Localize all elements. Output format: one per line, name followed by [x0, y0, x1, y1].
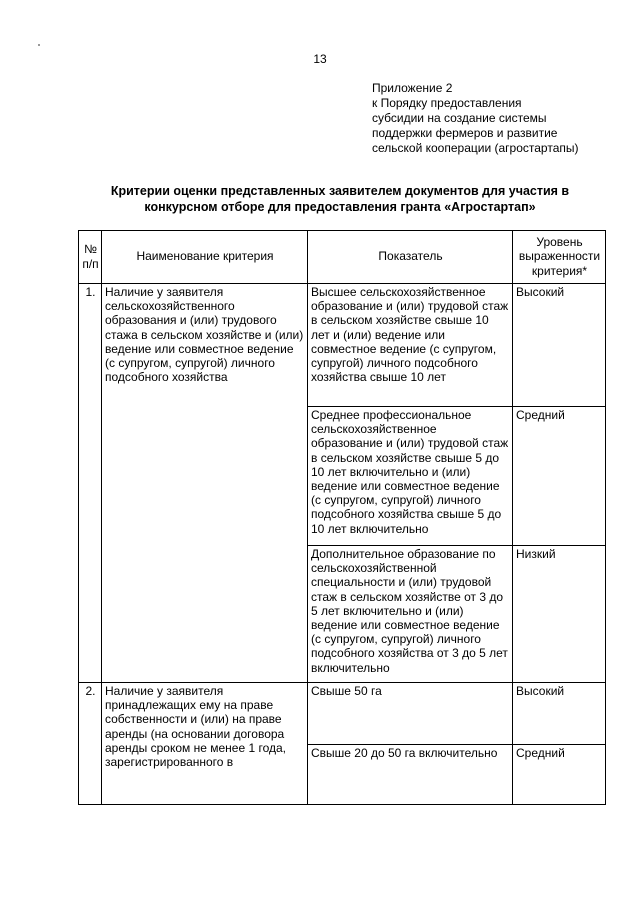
indicator-cell: Среднее профессиональное сельскохозяйственное образование и (или) трудовой стаж в сельском хозяйстве свыше 5 до 10 лет включительно и (или) ведение или совместное ведение (с супругом, супругой) личного подсобного хозяйства свыше 5 до 10 лет включительно — [308, 407, 513, 546]
header-indicator: Показатель — [308, 231, 513, 284]
table-row — [79, 284, 606, 407]
indicator-cell: Свыше 50 га — [308, 683, 513, 745]
appendix-line: Приложение 2 — [372, 81, 453, 95]
row-number: 2. — [79, 683, 102, 805]
level-cell: Низкий — [513, 546, 606, 683]
page-number: 13 — [313, 52, 327, 66]
header-level: Уровень выраженности критерия* — [513, 231, 606, 284]
table-row — [79, 683, 606, 745]
appendix-line: субсидии на создание системы — [372, 111, 547, 125]
level-cell: Средний — [513, 407, 606, 546]
indicator-cell: Дополнительное образование по сельскохозяйственной специальности и (или) трудовой стаж в сельском хозяйстве от 3 до 5 лет включительно и (или) ведение или совместное ведение (с супругом, супругой) личного подсобного хозяйства от 3 до 5 лет включительно — [308, 546, 513, 683]
header-criterion: Наименование критерия — [102, 231, 308, 284]
title-line: Критерии оценки представленных заявителем документов для участия в — [110, 184, 570, 198]
criterion-cell: Наличие у заявителя принадлежащих ему на праве собственности и (или) на праве аренды (на основании договора аренды сроком не менее 1 года, зарегистрированного в — [102, 683, 308, 805]
header-num: № п/п — [79, 231, 102, 284]
indicator-cell: Высшее сельскохозяйственное образование и (или) трудовой стаж в сельском хозяйстве свыше 10 лет и (или) ведение или совместное ведение (с супругом, супругой) личного подсобного хозяйства свыше 10 лет — [308, 284, 513, 407]
appendix-note — [372, 81, 578, 156]
level-cell: Средний — [513, 745, 606, 805]
document-title — [60, 183, 620, 215]
indicator-cell: Свыше 20 до 50 га включительно — [308, 745, 513, 805]
scan-speck — [38, 44, 40, 46]
title-line: конкурсном отборе для предоставления гранта «Агростартап» — [144, 200, 536, 214]
row-number: 1. — [79, 284, 102, 683]
table-header-row — [79, 231, 606, 284]
level-cell: Высокий — [513, 284, 606, 407]
appendix-line: к Порядку предоставления — [372, 96, 522, 110]
criterion-cell: Наличие у заявителя сельскохозяйственного образования и (или) трудового стажа в сельском хозяйстве и (или) ведение или совместное ведение (с супругом, супругой) личного подсобного хозяйства — [102, 284, 308, 683]
criteria-table — [78, 230, 606, 805]
appendix-line: поддержки фермеров и развитие — [372, 126, 558, 140]
appendix-line: сельской кооперации (агростартапы) — [372, 141, 579, 155]
level-cell: Высокий — [513, 683, 606, 745]
